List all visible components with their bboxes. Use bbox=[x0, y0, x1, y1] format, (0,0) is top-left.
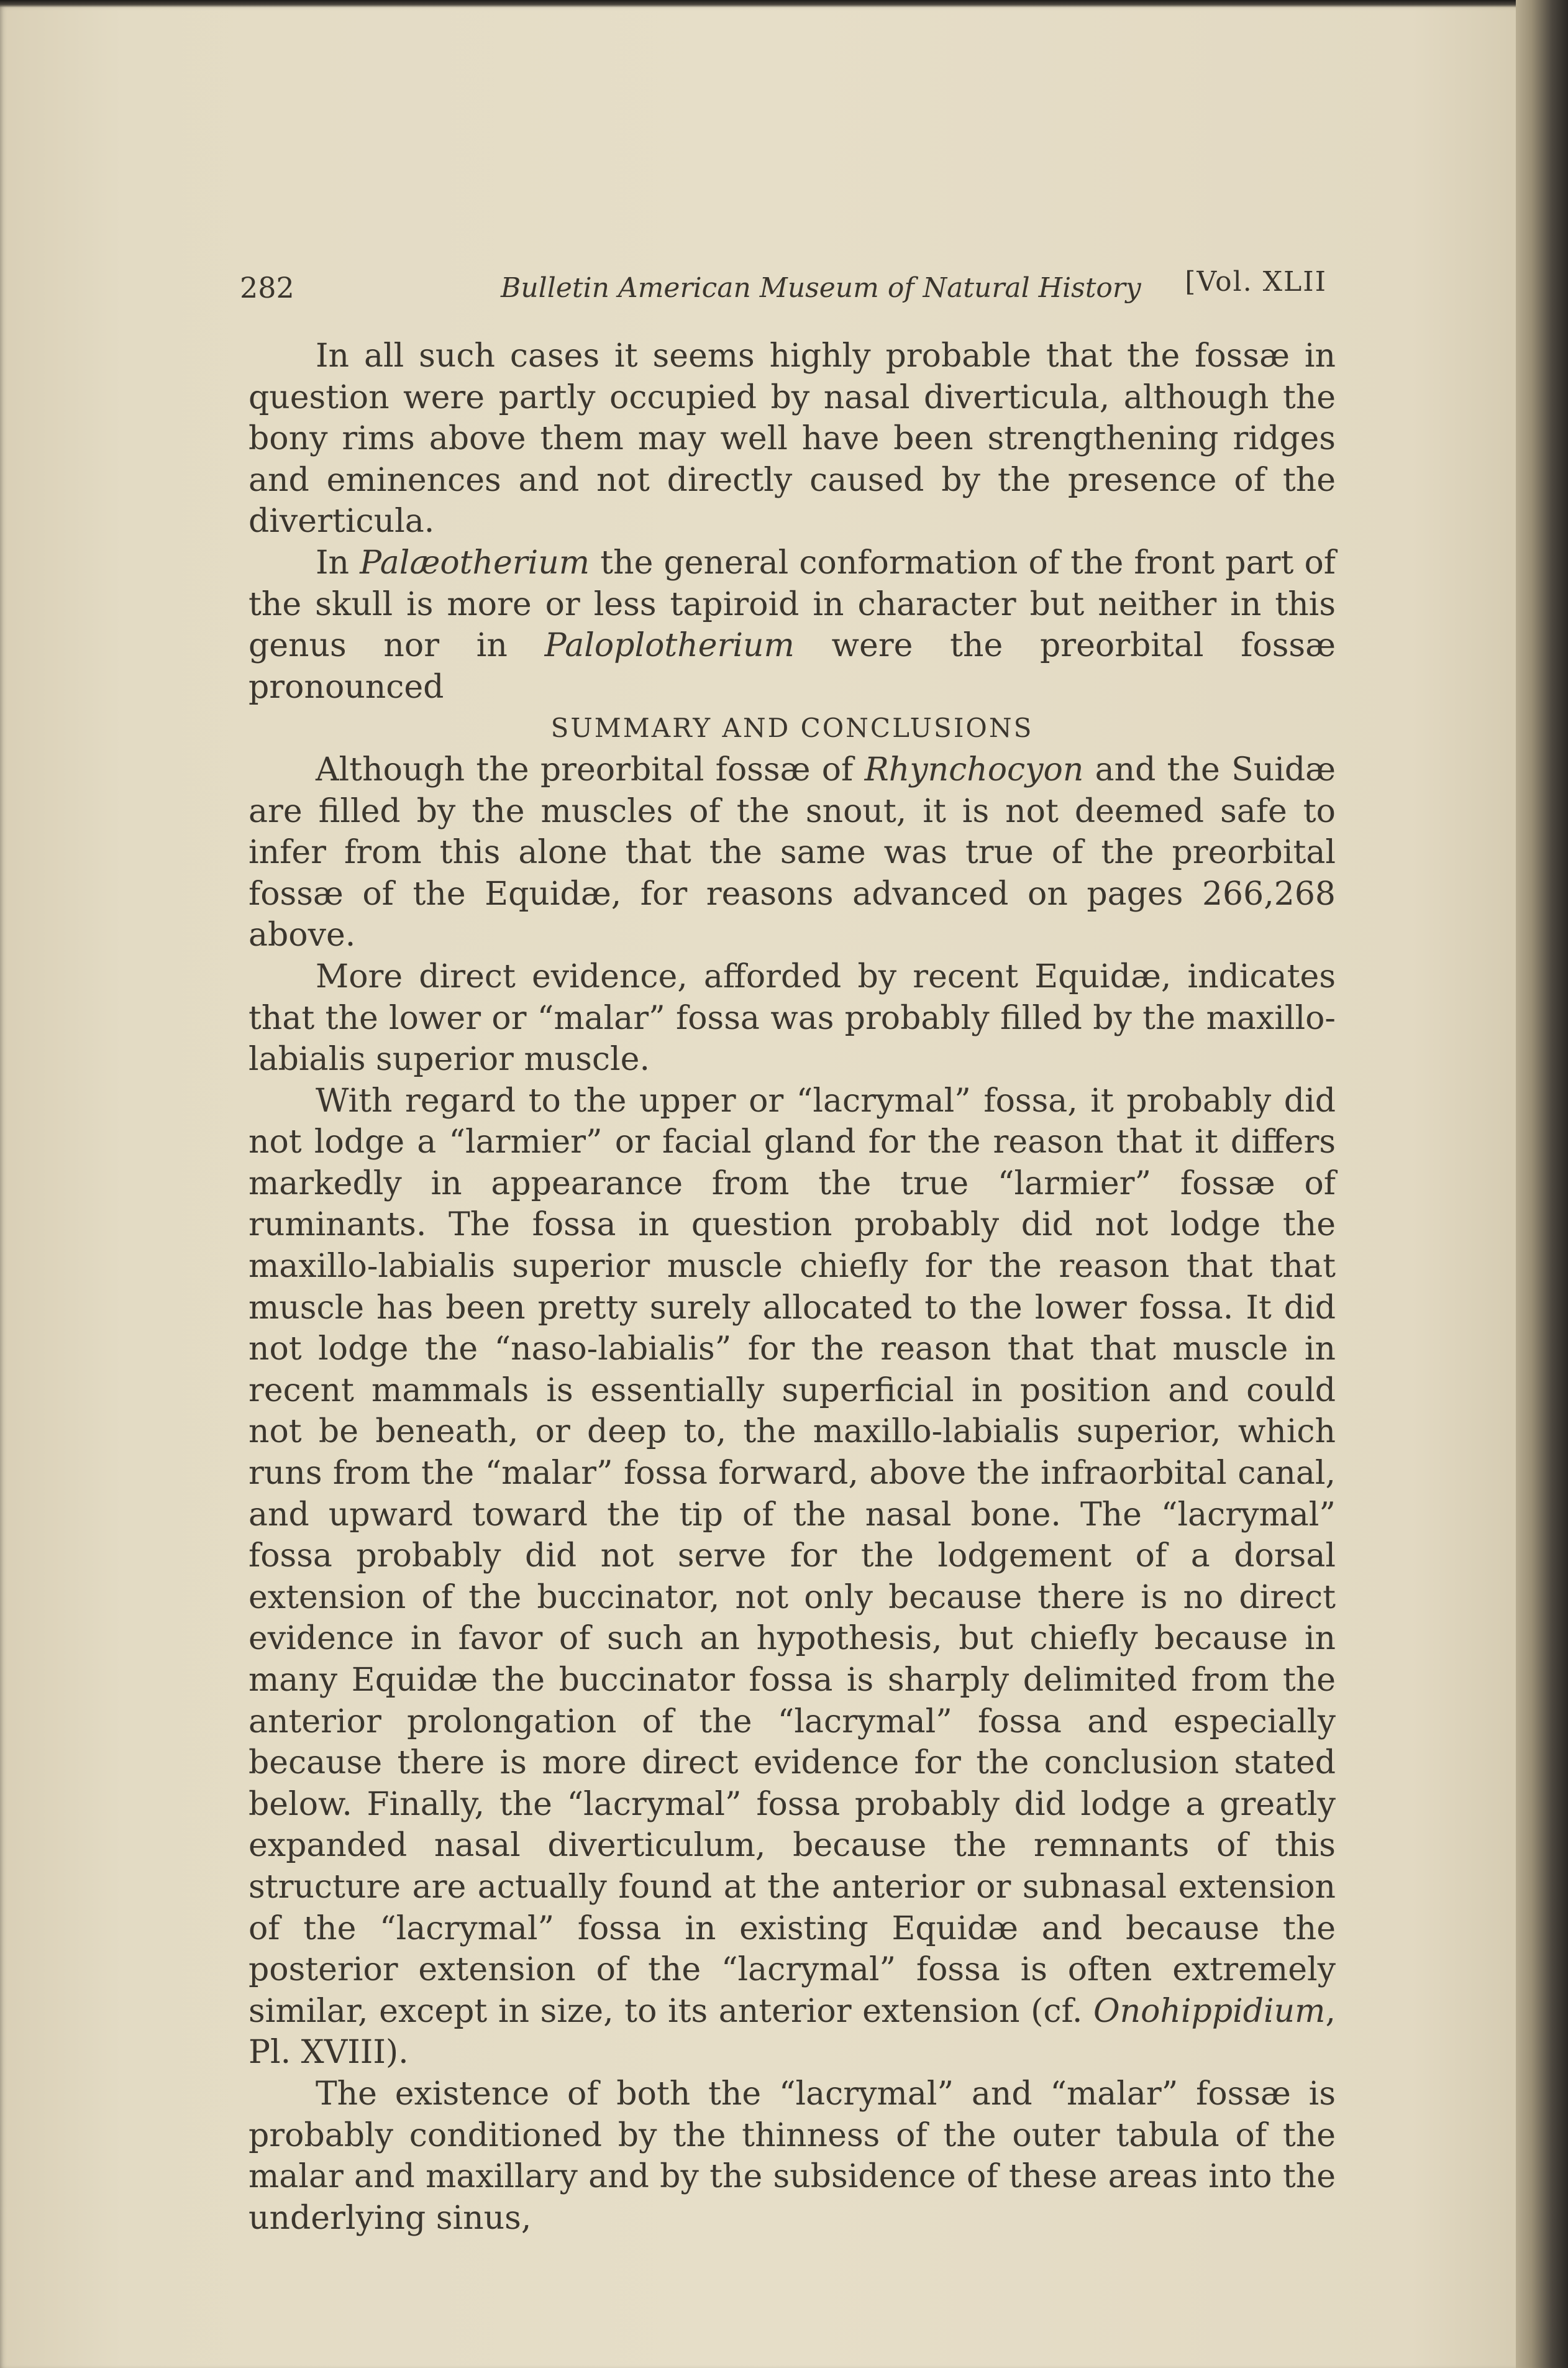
paragraph-6: The existence of both the “lacrymal” and “malar” fossæ is probably conditioned by the thinness of the outer tabula of the malar and maxillary and by the subsidence of these areas into the underlying sinus, bbox=[248, 2075, 1336, 2237]
paragraph-2 bbox=[248, 542, 1336, 708]
volume-label: [Vol. XLII bbox=[1185, 266, 1327, 298]
section-heading: SUMMARY AND CONCLUSIONS bbox=[550, 713, 1034, 744]
page-number: 282 bbox=[240, 271, 294, 304]
paragraph-4: More direct evidence, afforded by recent Equidæ, indicates that the lower or “malar” fossa was probably filled by the maxillo-labialis superior muscle. bbox=[248, 958, 1336, 1079]
body-text bbox=[248, 336, 1336, 2239]
genus-paloplotherium: Paloplotherium bbox=[544, 627, 795, 665]
paragraph-3-end: and the Suidæ are filled by the muscles of the snout, it is not deemed safe to infer from this alone that the same was true of the preorbital fossæ of the Equidæ, for reasons advanced on pages 266,268 above. bbox=[248, 751, 1336, 954]
page-top-edge bbox=[0, 0, 1568, 7]
paragraph-2-end: were the preorbital fossæ pronounced bbox=[248, 627, 1336, 706]
paragraph-2-mid: the general conformation of the front part of the skull is more or less tapiroid in character but neither in this genus nor in bbox=[248, 544, 1336, 665]
paragraph-3-start: Although the preorbital fossæ of bbox=[316, 751, 865, 789]
running-title: Bulletin American Museum of Natural History bbox=[501, 272, 1141, 304]
paragraph-2-start: In bbox=[316, 544, 360, 582]
paragraph-5-start: With regard to the upper or “lacrymal” fossa, it probably did not lodge a “larmier” or facial gland for the reason that it differs markedly in appearance from the true “larmier” fossæ of ruminants. The fossa in question probably did not lodge the maxillo-labialis superior muscle chiefly for the reason that that muscle has been pretty surely allocated to the lower fossa. It did not lodge the “naso-labialis” for the reason that that muscle in recent mammals is essentially superficial in position and could not be beneath, or deep to, the maxillo-labialis superior, which runs from the “malar” fossa forward, above the infraorbital canal, and upward toward the tip of the nasal bone. The “lacrymal” fossa probably did not serve for the lodgement of a dorsal extension of the buccinator, not only because there is no direct evidence in favor of such an hypothesis, but chiefly because in many Equidæ the buccinator fossa is sharply delimited from the anterior prolongation of the “lacrymal” fossa and especially because there is more direct evidence for the conclusion stated below. Finally, the “lacrymal” fossa probably did lodge a greatly expanded nasal diverticulum, because the remnants of this structure are actually found at the anterior or subnasal extension of the “lacrymal” fossa in existing Equidæ and because the posterior extension of the “lacrymal” fossa is often extremely similar, except in size, to its anterior extension (cf. bbox=[248, 1082, 1336, 2030]
paragraph-3 bbox=[248, 749, 1336, 956]
genus-rhynchocyon: Rhynchocyon bbox=[864, 751, 1084, 789]
paragraph-5-end: , Pl. XVIII). bbox=[248, 1992, 1336, 2072]
running-header bbox=[240, 266, 1327, 309]
paragraph-5 bbox=[248, 1081, 1336, 2073]
paragraph-1: In all such cases it seems highly probable that the fossæ in question were partly occupied by nasal diverticula, although the bony rims above them may well have been strengthening ridges and eminences and not directly caused by the presence of the diverticula. bbox=[248, 337, 1336, 541]
genus-onohippidium: Onohippidium bbox=[1093, 1992, 1326, 2030]
genus-palaeotherium: Palæotherium bbox=[360, 544, 590, 582]
page-right-edge bbox=[1516, 0, 1568, 2368]
